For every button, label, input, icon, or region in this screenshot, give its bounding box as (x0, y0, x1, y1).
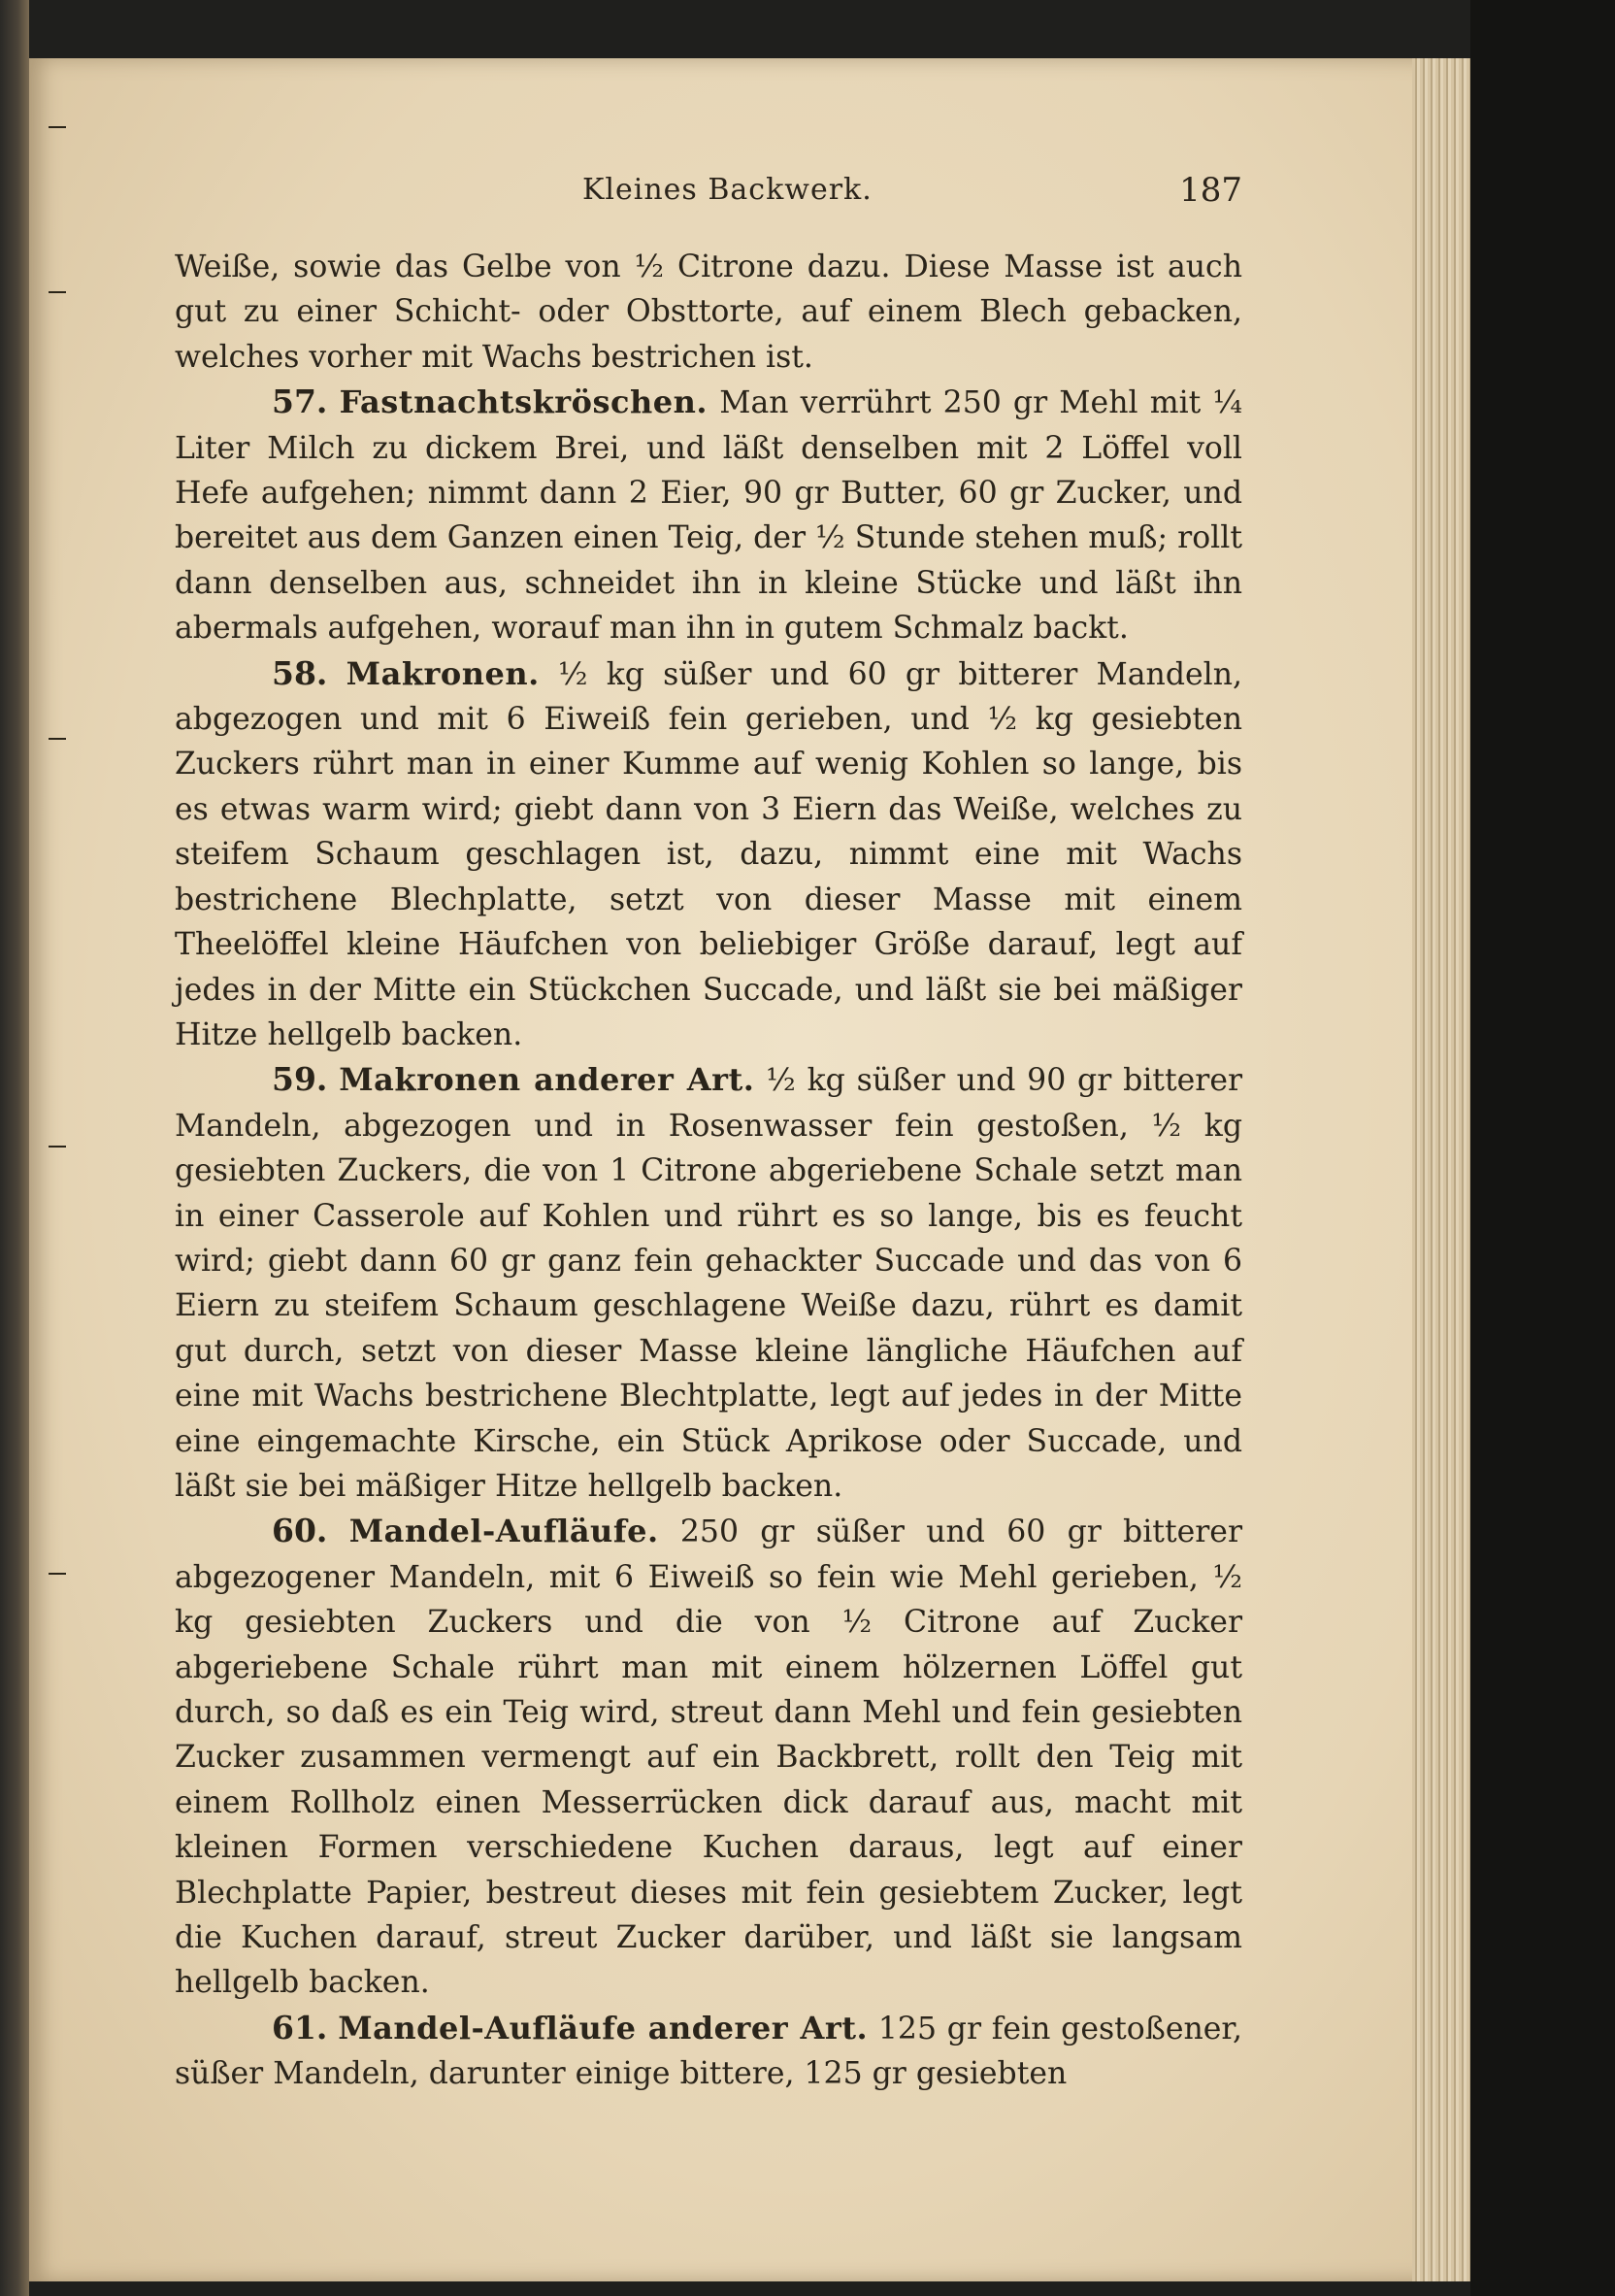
recipe-text: ½ kg süßer und 60 gr bitterer Mandeln, abgezogen und mit 6 Eiweiß fein gerieben, und ½ kg gesiebten Zuckers rührt man in einer Kumme auf wenig Kohlen so lange, bis es etwas warm wird; giebt dann von 3 Eiern das Weiße, welches zu steifem Schaum geschlagen ist, dazu, nimmt eine mit Wachs bestrichene Blechplatte, setzt von dieser Masse mit einem Theelöffel kleine Häufchen von beliebiger Größe darauf, legt auf jedes in der Mitte ein Stückchen Succade, und läßt sie bei mäßiger Hitze hellgelb backen. (175, 656, 1243, 1052)
recipe-58 (175, 651, 1242, 1058)
book-cover (1470, 0, 1615, 2296)
recipe-number: 57. (272, 383, 328, 421)
recipe-title: Makronen anderer Art. (339, 1061, 755, 1099)
recipe-number: 58. (272, 653, 328, 692)
recipe-text: ½ kg süßer und 90 gr bitterer Mandeln, abgezogen und in Rosenwasser fein gestoßen, ½ kg gesiebten Zuckers, die von 1 Citrone abgeriebene Schale setzt man in einer Casserole auf Kohlen und rührt es so lange, bis es feucht wird; giebt dann 60 gr ganz fein gehackter Succade und das von 6 Eiern zu steifem Schaum geschlagene Weiße dazu, rührt es damit gut durch, setzt von dieser Masse kleine längliche Häufchen auf eine mit Wachs bestrichene Blechtplatte, legt auf jedes in der Mitte eine eingemachte Kirsche, ein Stück Aprikose oder Succade, und läßt sie bei mäßiger Hitze hellgelb backen. (175, 1063, 1243, 1504)
recipe-text: 250 gr süßer und 60 gr bitterer abgezogener Mandeln, mit 6 Eiweiß so fein wie Mehl gerieben, ½ kg gesiebten Zuckers und die von ½ Citrone auf Zucker abgeriebene Schale rührt man mit einem hölzernen Löffel gut durch, so daß es ein Teig wird, streut dann Mehl und fein gesiebten Zucker zusammen vermengt auf ein Backbrett, rollt den Teig mit einem Rollholz einen Messerrücken dick darauf aus, macht mit kleinen Formen verschiedene Kuchen daraus, legt auf einer Blechplatte Papier, bestreut dieses mit fein gesiebtem Zucker, legt die Kuchen darauf, streut Zucker darüber, und läßt sie langsam hellgelb backen. (175, 1514, 1243, 2001)
recipe-61 (175, 2006, 1242, 2097)
recipe-title: Mandel-Aufläufe. (348, 1513, 659, 1550)
running-title: Kleines Backwerk. (582, 173, 873, 207)
recipe-text: 125 gr fein gestoßener, süßer Mandeln, darunter einige bittere, 125 gr gesiebten (175, 2011, 1242, 2092)
recipe-number: 61. (272, 2008, 328, 2046)
recipe-number: 60. (272, 1512, 328, 1550)
book-spine-shadow (0, 0, 29, 2296)
page-body (175, 245, 1242, 2097)
recipe-number: 59. (272, 1060, 328, 1099)
recipe-57 (175, 380, 1242, 650)
recipe-title: Makronen. (346, 654, 540, 692)
page-edges (1412, 58, 1472, 2281)
paragraph-text: Weiße, sowie das Gelbe von ½ Citrone dazu. Diese Masse ist auch gut zu einer Schicht- oder Obsttorte, auf einem Blech gebacken, welches vorher mit Wachs bestrichen ist. (175, 250, 1242, 375)
page-header (175, 173, 1242, 216)
recipe-text: Man verrührt 250 gr Mehl mit ¼ Liter Milch zu dickem Brei, und läßt denselben mit 2 Löffel voll Hefe aufgehen; nimmt dann 2 Eier, 90 gr Butter, 60 gr Zucker, und bereitet aus dem Ganzen einen Teig, der ½ Stunde stehen muß; rollt dann denselben aus, schneidet ihn in kleine Stücke und läßt ihn abermals aufgehen, worauf man ihn in gutem Schmalz backt. (175, 385, 1242, 647)
recipe-title: Mandel-Aufläufe anderer Art. (338, 2009, 869, 2046)
page-number: 187 (1179, 171, 1242, 210)
recipe-59 (175, 1057, 1242, 1509)
recipe-60 (175, 1509, 1242, 2005)
paragraph-continuation (175, 245, 1242, 380)
recipe-title: Fastnachtskröschen. (339, 383, 709, 421)
